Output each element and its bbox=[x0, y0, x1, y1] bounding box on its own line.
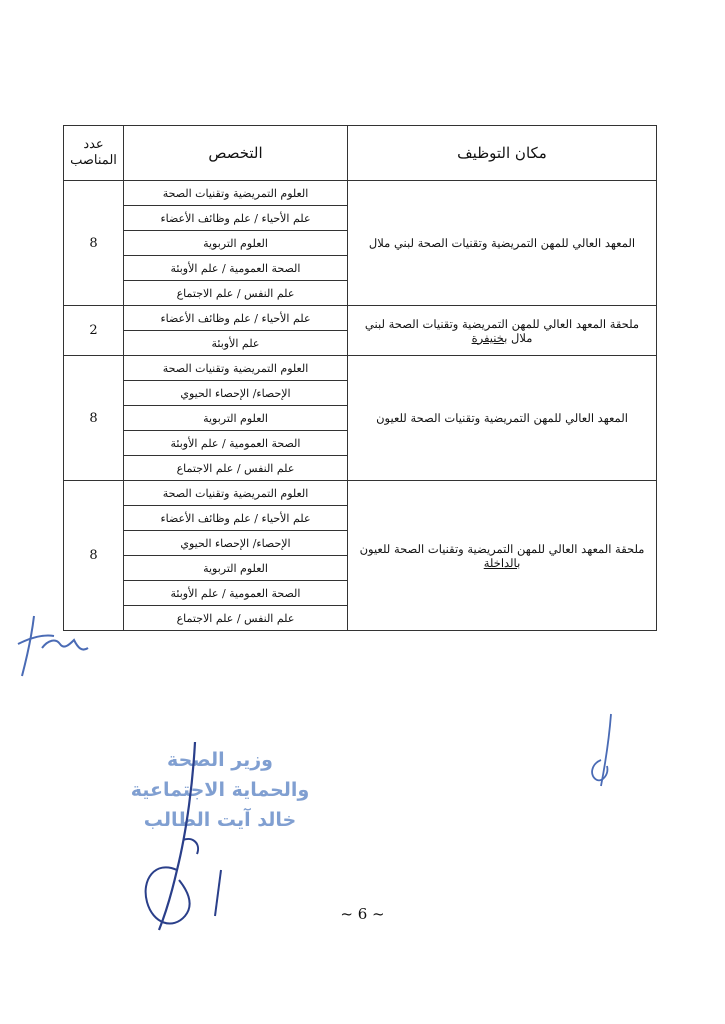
specialty-cell: علم الأوبئة bbox=[124, 331, 348, 356]
stamp-line: والحماية الاجتماعية bbox=[130, 779, 310, 801]
place-city-underlined: خنيفرة bbox=[471, 330, 505, 345]
place-text: ملحقة المعهد العالي للمهن التمريضية وتقنيات الصحة لبني ملال ب bbox=[364, 316, 640, 345]
specialty-cell: العلوم التمريضية وتقنيات الصحة bbox=[124, 356, 348, 381]
specialty-cell: الصحة العمومية / علم الأوبئة bbox=[124, 581, 348, 606]
specialty-cell: علم النفس / علم الاجتماع bbox=[124, 456, 348, 481]
place-city-underlined: الداخلة bbox=[483, 555, 518, 570]
specialty-cell: الصحة العمومية / علم الأوبئة bbox=[124, 431, 348, 456]
initial-signature-right bbox=[575, 710, 625, 790]
page-number: ~ 6 ~ bbox=[340, 905, 385, 923]
count-cell: 8 bbox=[64, 181, 124, 306]
table-row bbox=[64, 306, 657, 331]
specialty-cell: الإحصاء/ الإحصاء الحيوي bbox=[124, 381, 348, 406]
table-row bbox=[64, 356, 657, 381]
table-row bbox=[64, 181, 657, 206]
specialty-cell: علم النفس / علم الاجتماع bbox=[124, 606, 348, 631]
specialty-cell: العلوم التربوية bbox=[124, 556, 348, 581]
header-specialty: التخصص bbox=[124, 126, 348, 181]
table-header-row bbox=[64, 126, 657, 181]
specialty-cell: علم الأحياء / علم وظائف الأعضاء bbox=[124, 306, 348, 331]
specialty-cell: العلوم التمريضية وتقنيات الصحة bbox=[124, 481, 348, 506]
specialty-cell: العلوم التمريضية وتقنيات الصحة bbox=[124, 181, 348, 206]
specialty-cell: علم الأحياء / علم وظائف الأعضاء bbox=[124, 206, 348, 231]
header-count: عدد المناصب bbox=[64, 126, 124, 181]
initial-signature-left bbox=[12, 608, 92, 683]
specialty-cell: الإحصاء/ الإحصاء الحيوي bbox=[124, 531, 348, 556]
table-row bbox=[64, 481, 657, 506]
stamp-line: وزير الصحة bbox=[167, 749, 273, 771]
count-cell: 8 bbox=[64, 356, 124, 481]
place-text: ملحقة المعهد العالي للمهن التمريضية وتقنيات الصحة للعيون ب bbox=[359, 541, 645, 570]
count-cell: 8 bbox=[64, 481, 124, 631]
specialty-cell: علم النفس / علم الاجتماع bbox=[124, 281, 348, 306]
count-cell: 2 bbox=[64, 306, 124, 356]
place-cell bbox=[348, 481, 657, 631]
specialty-cell: العلوم التربوية bbox=[124, 406, 348, 431]
recruitment-table bbox=[63, 125, 657, 631]
header-place: مكان التوظيف bbox=[348, 126, 657, 181]
specialty-cell: الصحة العمومية / علم الأوبئة bbox=[124, 256, 348, 281]
place-cell bbox=[348, 306, 657, 356]
specialty-cell: علم الأحياء / علم وظائف الأعضاء bbox=[124, 506, 348, 531]
place-cell: المعهد العالي للمهن التمريضية وتقنيات الصحة للعيون bbox=[348, 356, 657, 481]
place-cell: المعهد العالي للمهن التمريضية وتقنيات الصحة لبني ملال bbox=[348, 181, 657, 306]
stamp-line: خالد آيت الطالب bbox=[143, 809, 297, 831]
specialty-cell: العلوم التربوية bbox=[124, 231, 348, 256]
